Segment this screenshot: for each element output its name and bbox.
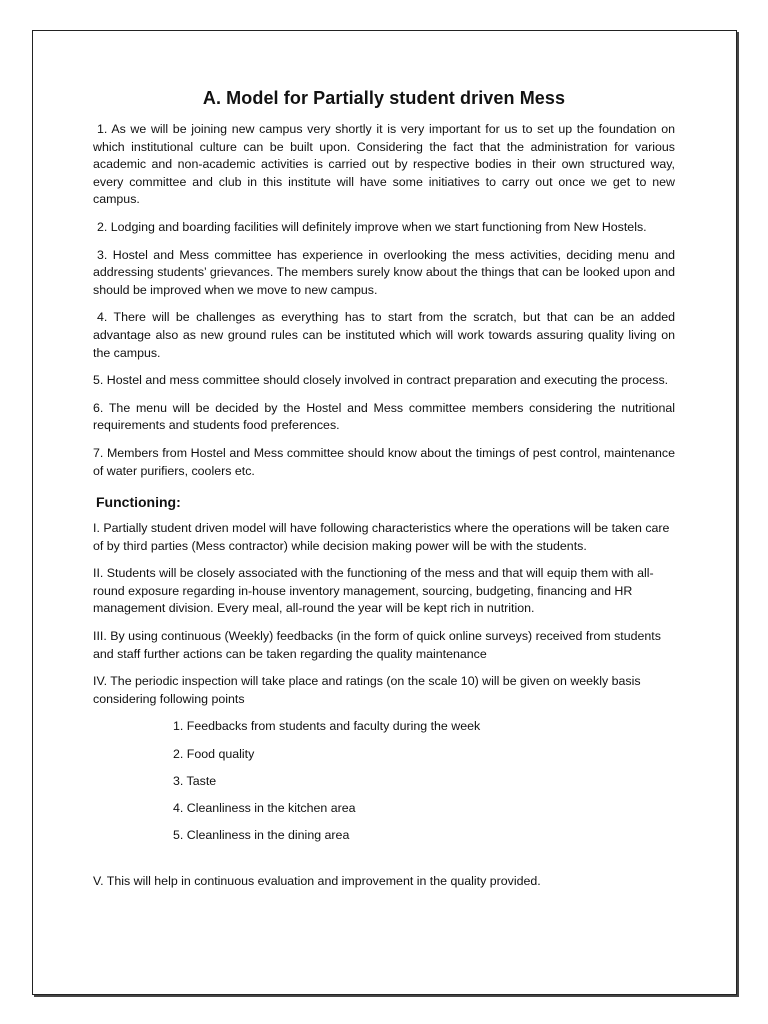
functioning-point-4: IV. The periodic inspection will take place and ratings (on the scale 10) will be given on weekly basis considering following points [93,674,641,706]
list-item: 5. Cleanliness in the dining area [173,828,350,843]
list-item: 2. Food quality [173,746,255,761]
list-item: 3. Taste [173,773,217,788]
functioning-point-2: II. Students will be closely associated with the functioning of the mess and that will equip them with all-round exposure regarding in-house inventory management, sourcing, budgeting, financing and HR management division. Every meal, all-round the year will be kept rich in nutrition. [93,566,654,616]
list-item: 4. Cleanliness in the kitchen area [173,801,356,815]
document-body [93,88,675,900]
paragraph-7: 7. Members from Hostel and Mess committee should know about the timings of pest control, maintenance of water purifiers, coolers etc. [93,445,675,478]
paragraph-5: 5. Hostel and mess committee should closely involved in contract preparation and executing the process. [93,373,669,388]
functioning-heading: Functioning: [96,494,181,511]
paragraph-6: 6. The menu will be decided by the Hostel and Mess committee members considering the nutritional requirements and students food preferences. [93,400,675,433]
functioning-point-3: III. By using continuous (Weekly) feedbacks (in the form of quick online surveys) received from students and staff further actions can be taken regarding the quality maintenance [93,629,661,661]
paragraph-1: 1. As we will be joining new campus very shortly it is very important for us to set up the foundation on which institutional culture can be built upon. Considering the fact that the administration for various academic and non-academic activities is carried out by respective bodies in their own structured way, every committee and club in this institute will have some initiatives to carry out once we get to new campus. [93,122,675,207]
document-title: A. Model for Partially student driven Mess [202,88,566,108]
closing-point: V. This will help in continuous evaluation and improvement in the quality provided. [93,873,541,888]
paragraph-4: 4. There will be challenges as everything has to start from the scratch, but that can be an added advantage also as new ground rules can be instituted which will work towards assuring quality living on the campus. [93,310,675,360]
paragraph-3: 3. Hostel and Mess committee has experience in overlooking the mess activities, deciding menu and addressing students’ grievances. The members surely know about the things that can be looked upon and should be improved when we move to new campus. [93,247,675,297]
inspection-points-list [93,718,675,844]
paragraph-2: 2. Lodging and boarding facilities will definitely improve when we start functioning from New Hostels. [97,219,647,234]
functioning-point-1: I. Partially student driven model will have following characteristics where the operations will be taken care of by third parties (Mess contractor) while decision making power will be with the students. [93,521,670,553]
list-item: 1. Feedbacks from students and faculty during the week [173,719,481,734]
